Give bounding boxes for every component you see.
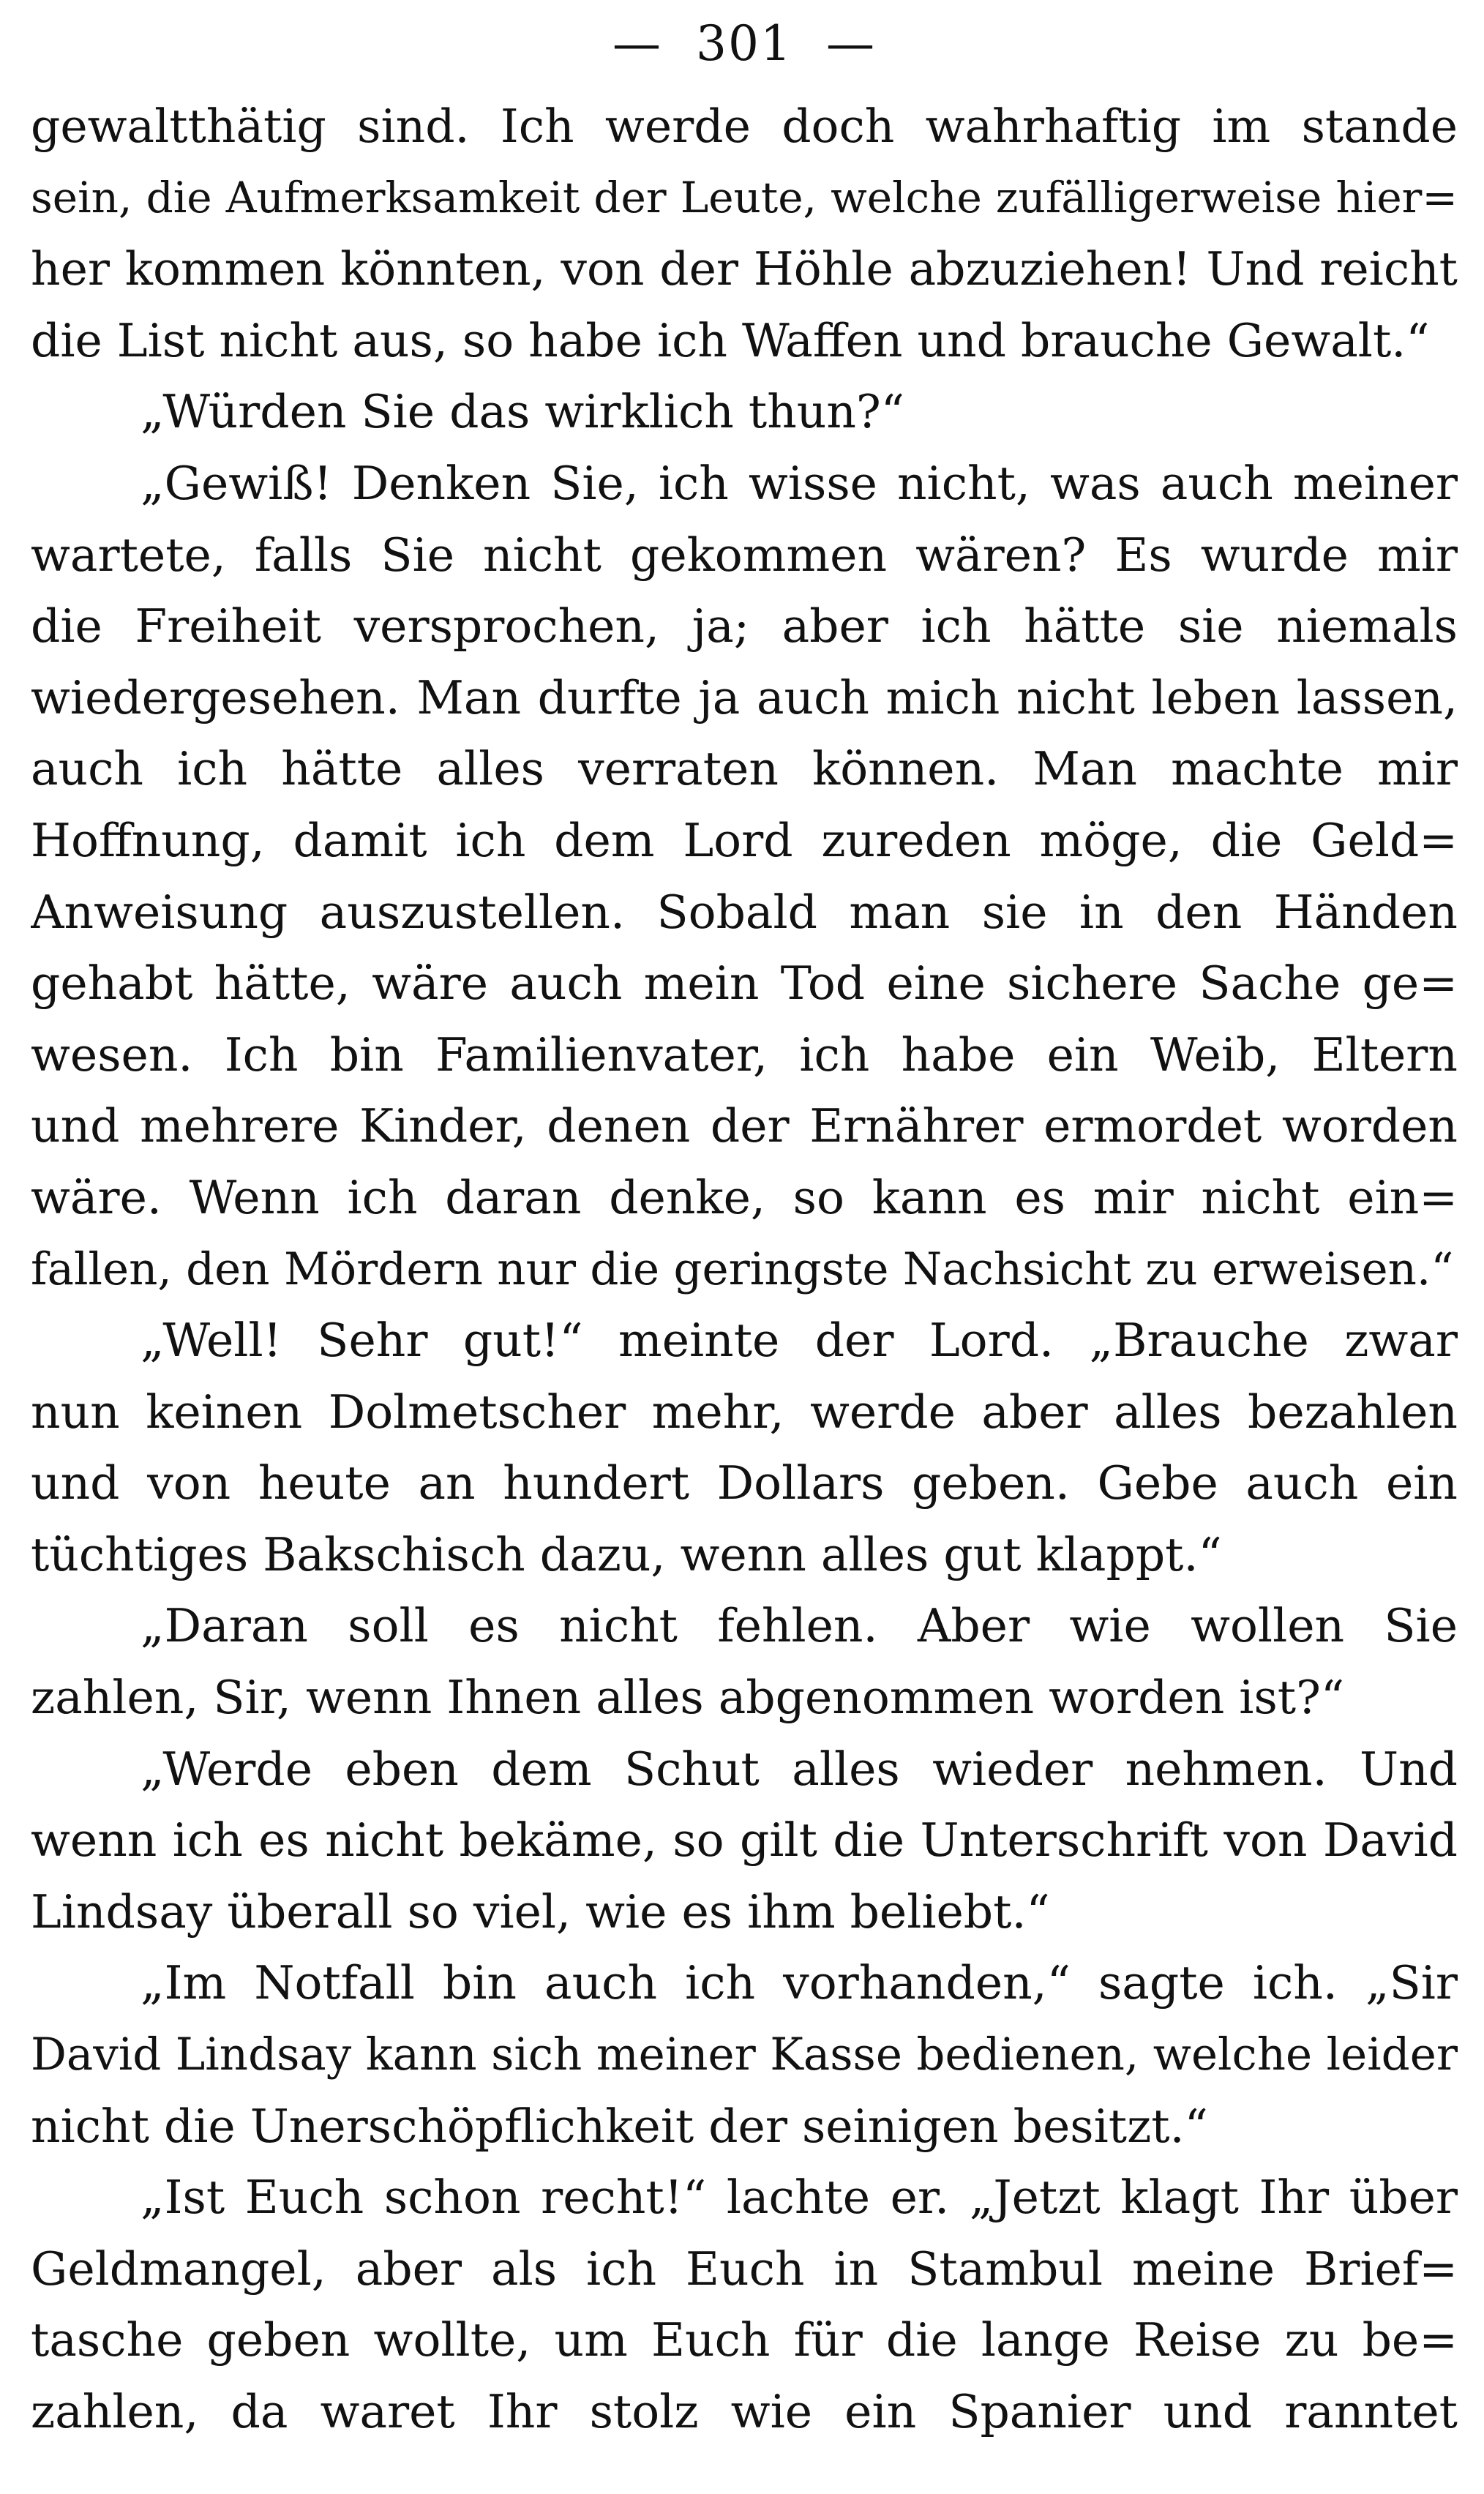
text-line: „Well! Sehr gut!“ meinte der Lord. „Brauche zwar <box>140 1314 1458 1368</box>
body-text <box>31 91 1458 2448</box>
text-line: fallen, den Mördern nur die geringste Nachsicht zu erweisen.“ <box>31 1243 1454 1295</box>
text-line: „Werde eben dem Schut alles wieder nehmen. Und <box>140 1742 1458 1796</box>
text-line: „Ist Euch schon recht!“ lachte er. „Jetzt klagt Ihr über <box>140 2171 1458 2225</box>
text-line: die List nicht aus, so habe ich Waffen und brauche Gewalt.“ <box>31 313 1430 367</box>
text-line: Lindsay überall so viel, wie es ihm beliebt.“ <box>31 1884 1050 1939</box>
text-line: sein, die Aufmerksamkeit der Leute, welche zufälligerweise hier= <box>31 172 1458 222</box>
text-line: wesen. Ich bin Familienvater, ich habe ein Weib, Eltern <box>31 1027 1458 1082</box>
text-line: „Im Notfall bin auch ich vorhanden,“ sagte ich. „Sir <box>140 1956 1458 2010</box>
text-line: Geldmangel, aber als ich Euch in Stambul meine Brief= <box>31 2242 1458 2296</box>
text-line: Anweisung auszustellen. Sobald man sie in den Händen <box>31 885 1458 939</box>
text-line: her kommen könnten, von der Höhle abzuziehen! Und reicht <box>31 242 1458 296</box>
text-line: „Daran soll es nicht fehlen. Aber wie wollen Sie <box>140 1599 1458 1653</box>
text-line: „Gewiß! Denken Sie, ich wisse nicht, was auch meiner <box>140 456 1458 510</box>
text-line: wenn ich es nicht bekäme, so gilt die Unterschrift von David <box>31 1813 1458 1868</box>
text-line: zahlen, da waret Ihr stolz wie ein Spanier und ranntet <box>31 2385 1458 2438</box>
text-line: wäre. Wenn ich daran denke, so kann es mir nicht ein= <box>31 1170 1458 1224</box>
text-line: gehabt hätte, wäre auch mein Tod eine sichere Sache ge= <box>31 956 1458 1011</box>
text-line: und von heute an hundert Dollars geben. Gebe auch ein <box>31 1456 1458 1510</box>
text-line: wiedergesehen. Man durfte ja auch mich nicht leben lassen, <box>31 670 1458 724</box>
text-line: Hoffnung, damit ich dem Lord zureden möge, die Geld= <box>31 813 1458 867</box>
text-line: nun keinen Dolmetscher mehr, werde aber alles bezahlen <box>31 1385 1458 1439</box>
text-line: „Würden Sie das wirklich thun?“ <box>140 385 904 439</box>
text-line: wartete, falls Sie nicht gekommen wären? Es wurde mir <box>31 528 1458 582</box>
text-line: nicht die Unerschöpflichkeit der seinigen besitzt.“ <box>31 2099 1208 2153</box>
text-line: und mehrere Kinder, denen der Ernährer ermordet worden <box>31 1099 1458 1153</box>
text-line: David Lindsay kann sich meiner Kasse bedienen, welche leider <box>31 2029 1458 2081</box>
text-line: tasche geben wollte, um Euch für die lange Reise zu be= <box>31 2313 1458 2367</box>
text-line: tüchtiges Bakschisch dazu, wenn alles gut klappt.“ <box>31 1527 1222 1581</box>
text-line: gewaltthätig sind. Ich werde doch wahrhaftig im stande <box>31 100 1458 153</box>
page-number-header: — 301 — <box>612 15 876 72</box>
text-line: zahlen, Sir, wenn Ihnen alles abgenommen worden ist?“ <box>31 1671 1345 1725</box>
text-line: auch ich hätte alles verraten können. Man machte mir <box>31 742 1458 796</box>
text-line: die Freiheit versprochen, ja; aber ich hätte sie niemals <box>31 599 1458 654</box>
